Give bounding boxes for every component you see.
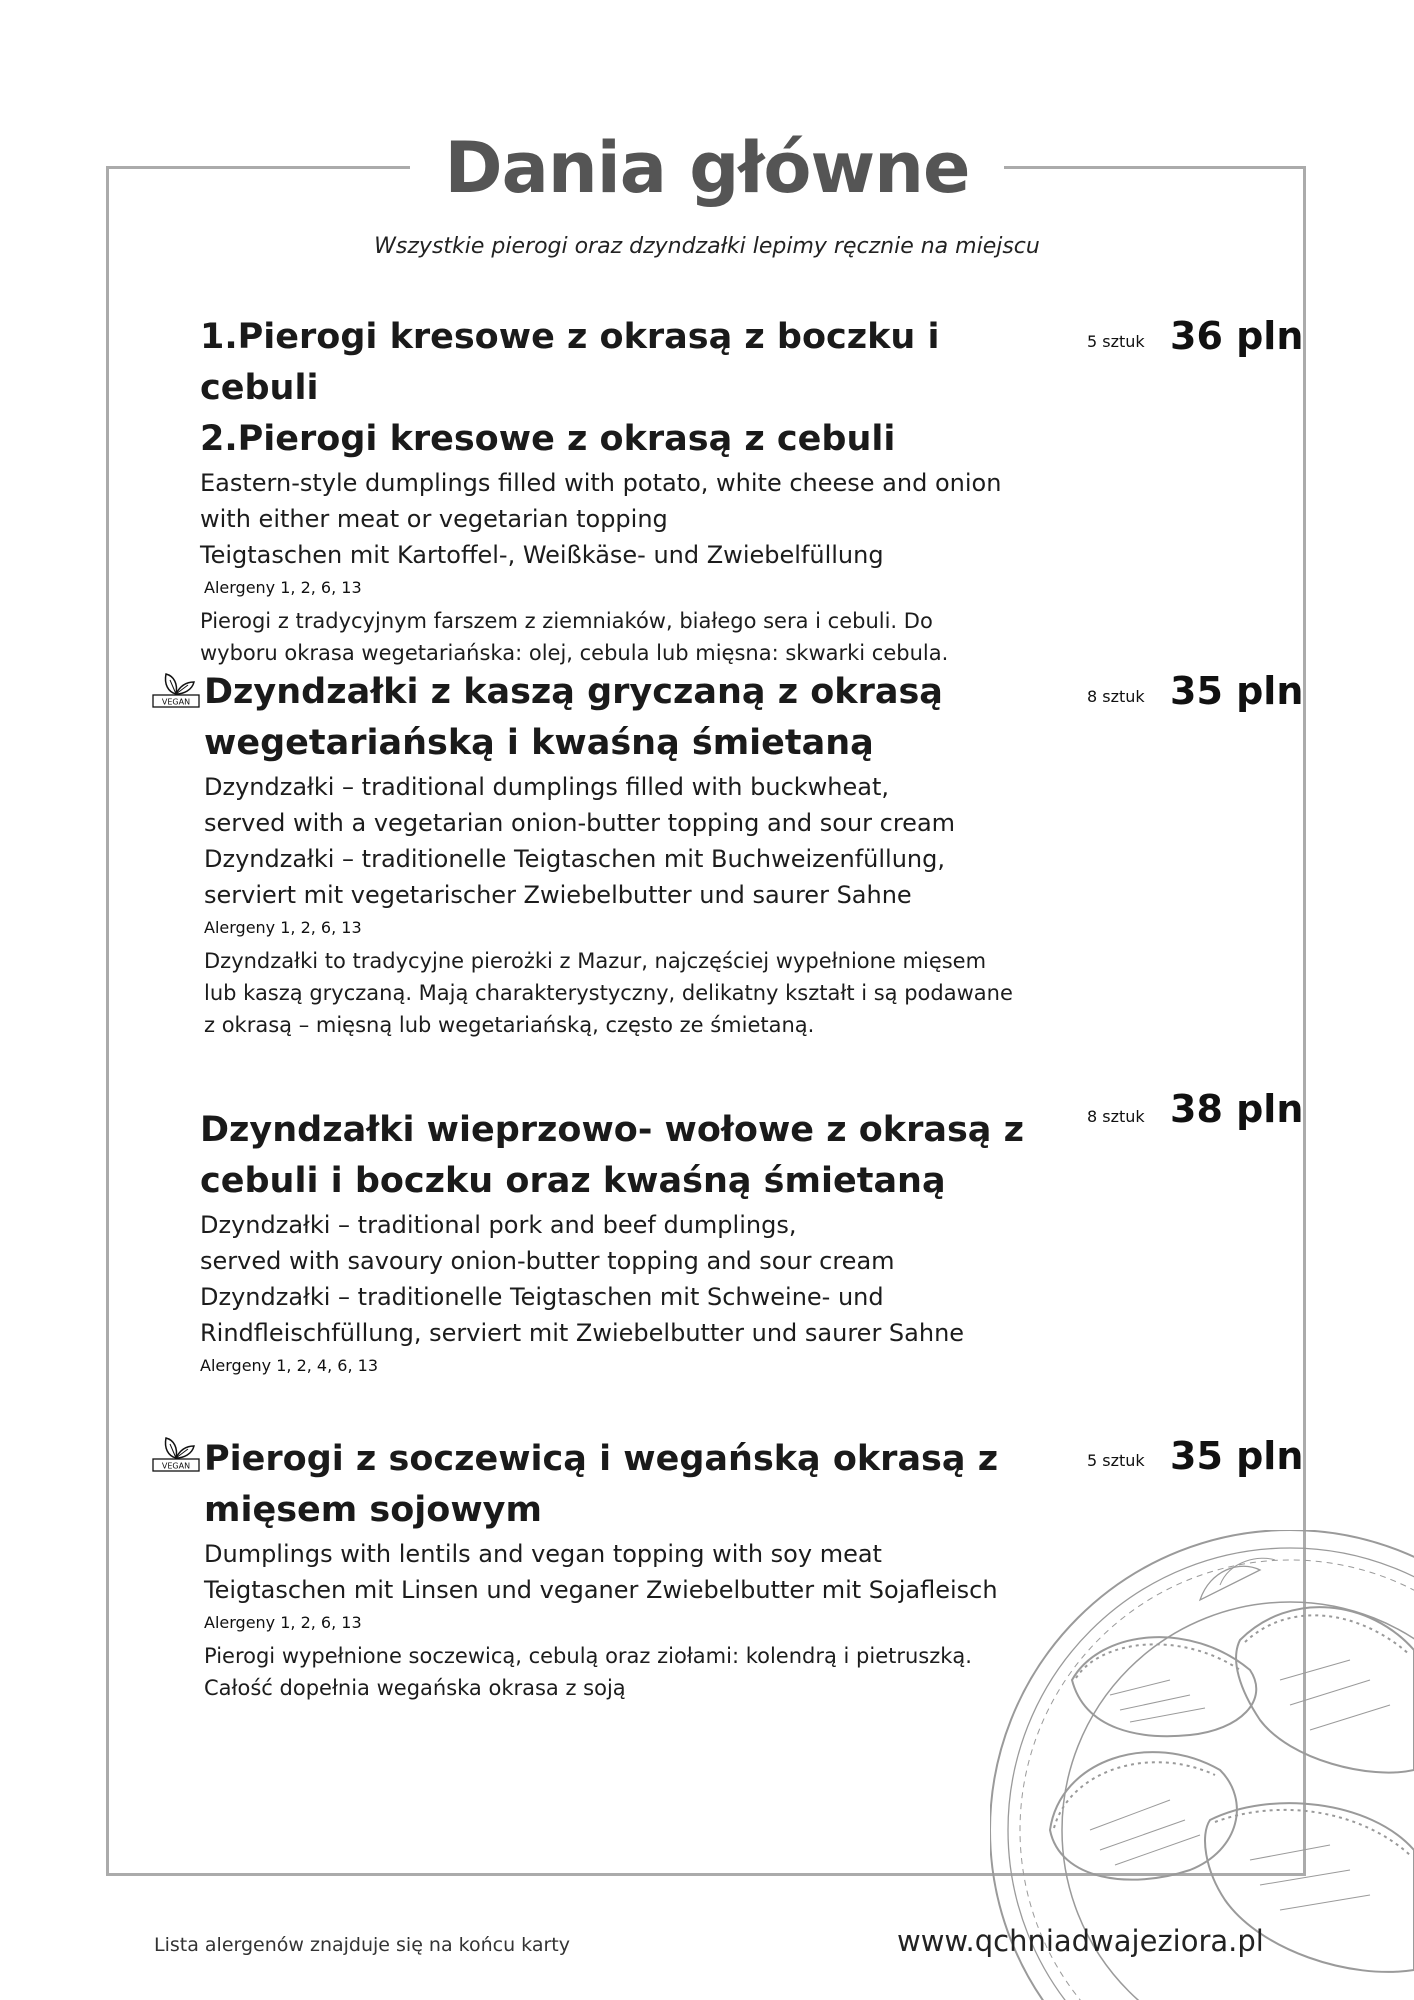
polish-description-line: wyboru okrasa wegetariańska: olej, cebula lub mięsna: skwarki cebula. bbox=[200, 641, 949, 665]
allergen-list: Alergeny 1, 2, 6, 13 bbox=[204, 578, 362, 597]
dish-description-line: with either meat or vegetarian topping bbox=[200, 505, 668, 533]
polish-description-line: Całość dopełnia wegańska okrasa z soją bbox=[204, 1676, 626, 1700]
dish-description-line: served with a vegetarian onion-butter topping and sour cream bbox=[204, 809, 956, 837]
dish-description-line: served with savoury onion-butter topping and sour cream bbox=[200, 1247, 895, 1275]
dish-description-line: Dzyndzałki – traditional pork and beef dumplings, bbox=[200, 1211, 797, 1239]
dish-dzyndzalki-wieprzowo-wolowe bbox=[200, 1105, 1050, 1383]
dish-title-line: Pierogi z soczewicą i wegańską okrasą z bbox=[204, 1439, 999, 1479]
dish-quantity: 5 sztuk bbox=[1087, 1451, 1145, 1470]
dish-title-line: 2.Pierogi kresowe z okrasą z cebuli bbox=[200, 419, 896, 459]
vegan-leaf-icon bbox=[150, 1428, 202, 1472]
dish-description-line: Teigtaschen mit Kartoffel-, Weißkäse- und Zwiebelfüllung bbox=[200, 541, 884, 569]
page-subtitle: Wszystkie pierogi oraz dzyndzałki lepimy ręcznie na miejscu bbox=[374, 234, 1040, 259]
dish-description-line: Teigtaschen mit Linsen und veganer Zwiebelbutter mit Sojafleisch bbox=[204, 1576, 998, 1604]
website-link[interactable]: www.qchniadwajeziora.pl bbox=[897, 1924, 1264, 1958]
polish-description-line: Dzyndzałki to tradycyjne pierożki z Mazur, najczęściej wypełnione mięsem bbox=[204, 949, 987, 973]
allergen-list: Alergeny 1, 2, 6, 13 bbox=[204, 918, 362, 937]
dish-description-line: Rindfleischfüllung, serviert mit Zwiebelbutter und saurer Sahne bbox=[200, 1319, 965, 1347]
dish-description-line: Dzyndzałki – traditional dumplings filled with buckwheat, bbox=[204, 773, 890, 801]
dish-description-line: Dzyndzałki – traditionelle Teigtaschen mit Buchweizenfüllung, bbox=[204, 845, 945, 873]
dish-title-line: Dzyndzałki z kaszą gryczaną z okrasą bbox=[204, 672, 943, 712]
dish-pierogi-soczewica bbox=[204, 1434, 1054, 1704]
dish-price: 35 pln bbox=[1170, 1434, 1304, 1478]
polish-description-line: z okrasą – mięsną lub wegetariańską, często ze śmietaną. bbox=[204, 1013, 815, 1037]
dish-title-line: 1.Pierogi kresowe z okrasą z boczku i cebuli bbox=[200, 317, 940, 408]
vegan-label: VEGAN bbox=[161, 1461, 191, 1471]
dish-title-line: wegetariańską i kwaśną śmietaną bbox=[204, 723, 874, 763]
dish-price: 38 pln bbox=[1170, 1087, 1304, 1131]
dish-description-line: serviert mit vegetarischer Zwiebelbutter und saurer Sahne bbox=[204, 881, 912, 909]
dish-description-line: Dumplings with lentils and vegan topping with soy meat bbox=[204, 1540, 882, 1568]
dish-pierogi-kresowe bbox=[200, 312, 1050, 669]
allergen-footnote: Lista alergenów znajduje się na końcu karty bbox=[154, 1934, 570, 1956]
dish-title-line: cebuli i boczku oraz kwaśną śmietaną bbox=[200, 1161, 946, 1201]
page-title: Dania główne bbox=[410, 118, 1004, 218]
dish-dzyndzalki-kasza bbox=[204, 667, 1054, 1041]
dish-quantity: 5 sztuk bbox=[1087, 332, 1145, 351]
polish-description-line: Pierogi z tradycyjnym farszem z ziemniaków, białego sera i cebuli. Do bbox=[200, 609, 933, 633]
polish-description-line: Pierogi wypełnione soczewicą, cebulą oraz ziołami: kolendrą i pietruszką. bbox=[204, 1644, 972, 1668]
dish-description-line: Dzyndzałki – traditionelle Teigtaschen mit Schweine- und bbox=[200, 1283, 884, 1311]
polish-description-line: lub kaszą gryczaną. Mają charakterystyczny, delikatny kształt i są podawane bbox=[204, 981, 1013, 1005]
dish-price: 35 pln bbox=[1170, 669, 1304, 713]
dish-quantity: 8 sztuk bbox=[1087, 687, 1145, 706]
vegan-label: VEGAN bbox=[161, 697, 191, 707]
dish-title-line: mięsem sojowym bbox=[204, 1490, 542, 1530]
allergen-list: Alergeny 1, 2, 6, 13 bbox=[204, 1613, 362, 1632]
dish-quantity: 8 sztuk bbox=[1087, 1107, 1145, 1126]
allergen-list: Alergeny 1, 2, 4, 6, 13 bbox=[200, 1356, 378, 1375]
dish-description-line: Eastern-style dumplings filled with potato, white cheese and onion bbox=[200, 469, 1002, 497]
dish-title-line: Dzyndzałki wieprzowo- wołowe z okrasą z bbox=[200, 1110, 1024, 1150]
vegan-leaf-icon bbox=[150, 664, 202, 708]
dish-price: 36 pln bbox=[1170, 314, 1304, 358]
